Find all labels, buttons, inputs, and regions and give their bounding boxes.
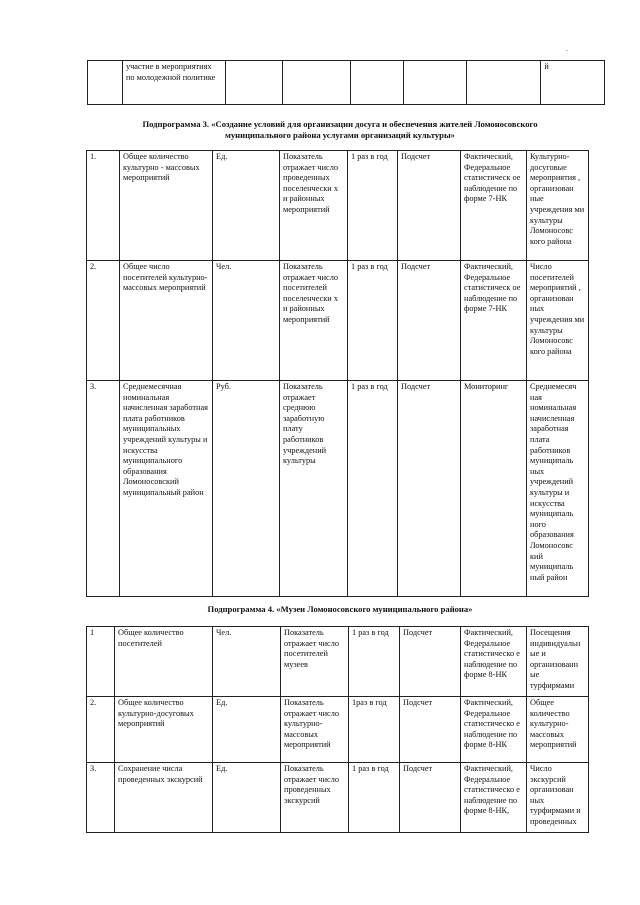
- subprogram-4-heading: Подпрограмма 4. «Музеи Ломоносовского муниципального района»: [207, 604, 473, 614]
- cell-period: 1 раз в год: [348, 151, 398, 261]
- cell-method: Подсчет: [400, 697, 461, 763]
- cell-indicator: Общее количество посетителей: [115, 627, 213, 697]
- cell-type: [467, 61, 541, 105]
- cell-period: 1 раз в год: [348, 261, 398, 381]
- cell-method: Подсчет: [400, 763, 461, 833]
- table-row: [87, 261, 589, 381]
- cell-basis: Число посетителей мероприятий , организован ных учреждения ми культуры Ломоносовс кого района: [527, 261, 589, 381]
- cell-indicator: Общее количество культурно - массовых мероприятий: [120, 151, 213, 261]
- cell-num: 2.: [87, 697, 115, 763]
- cell-num: [88, 61, 123, 105]
- cell-indicator: участие в мероприятиях по молодежной политике: [122, 61, 225, 105]
- cell-method: Подсчет: [400, 627, 461, 697]
- cell-unit: Чел.: [213, 627, 281, 697]
- cell-definition: Показатель отражает среднюю заработную плату работников учреждений культуры: [280, 381, 348, 597]
- cell-indicator: Сохранение числа проведенных экскурсий: [115, 763, 213, 833]
- subprogram-3-table: [86, 150, 589, 597]
- subprogram-3-heading-line2: муниципального района услугами организаций культуры»: [225, 130, 455, 140]
- table-row: [87, 763, 589, 833]
- cell-type: Фактический, Федеральное статистическо е наблюдение по форме 8-НК,: [461, 763, 527, 833]
- top-table-fragment: [87, 60, 605, 105]
- cell-indicator: Общее количество культурно-досуговых мероприятий: [115, 697, 213, 763]
- subprogram-3-heading: [90, 119, 590, 141]
- cell-period: [350, 61, 403, 105]
- cell-definition: Показатель отражает число посетителей музеев: [281, 627, 349, 697]
- cell-basis: Среднемесяч ная номинальная начисленная заработная плата работников муниципаль ных учреждений культуры и искусства муниципаль ного образования Ломоносовс кий муниципаль ный район: [527, 381, 589, 597]
- cell-unit: Ед.: [213, 763, 281, 833]
- cell-definition: Показатель отражает число проведенных экскурсий: [281, 763, 349, 833]
- cell-unit: Чел.: [213, 261, 280, 381]
- cell-type: Фактический, Федеральное статистическо е наблюдение по форме 8-НК: [461, 627, 527, 697]
- table-row: [87, 381, 589, 597]
- cell-definition: Показатель отражает число проведенных поселенчески х и районных мероприятий: [280, 151, 348, 261]
- cell-period: 1раз в год: [349, 697, 400, 763]
- cell-method: [403, 61, 467, 105]
- cell-type: Мониторинг: [461, 381, 527, 597]
- cell-method: Подсчет: [398, 261, 461, 381]
- page-mark: .: [566, 44, 568, 53]
- table-row: [87, 697, 589, 763]
- cell-period: 1 раз в год: [348, 381, 398, 597]
- cell-type: Фактический, Федеральное статистическо е наблюдение по форме 8-НК: [461, 697, 527, 763]
- cell-basis: й: [541, 61, 605, 105]
- cell-indicator: Общее число посетителей культурно-массовых мероприятий: [120, 261, 213, 381]
- cell-method: Подсчет: [398, 381, 461, 597]
- cell-definition: Показатель отражает число посетителей поселенчески х и районных мероприятий: [280, 261, 348, 381]
- table-row: [87, 151, 589, 261]
- table-row: [87, 627, 589, 697]
- subprogram-4-table: [86, 626, 589, 833]
- cell-num: 3.: [87, 381, 120, 597]
- cell-num: 3.: [87, 763, 115, 833]
- table-row: [88, 61, 605, 105]
- cell-num: 2.: [87, 261, 120, 381]
- cell-method: Подсчет: [398, 151, 461, 261]
- cell-basis: Общее количество культурно-массовых мероприятий: [527, 697, 589, 763]
- cell-definition: Показатель отражает число культурно-массовых мероприятий: [281, 697, 349, 763]
- cell-indicator: Среднемесячная номинальная начисленная заработная плата работников муниципальных учреждений культуры и искусства муниципального образования Ломоносовский муниципальный район: [120, 381, 213, 597]
- cell-basis: Культурно-досуговые мероприятия , организован ные учреждения ми культуры Ломоносовс кого района: [527, 151, 589, 261]
- cell-period: 1 раз в год: [349, 627, 400, 697]
- cell-unit: Ед.: [213, 151, 280, 261]
- cell-period: 1 раз в год: [349, 763, 400, 833]
- cell-basis: Посещения индивидуальн ые и организованн ые турфирмами: [527, 627, 589, 697]
- cell-type: Фактический, Федеральное статистическ ое наблюдение по форме 7-НК: [461, 261, 527, 381]
- cell-unit: Руб.: [213, 381, 280, 597]
- cell-unit: Ед.: [213, 697, 281, 763]
- subprogram-3-heading-line1: Подпрограмма 3. «Создание условий для организации досуга и обеспечения жителей Ломоносовского: [142, 119, 538, 129]
- cell-num: 1.: [87, 151, 120, 261]
- cell-num: 1: [87, 627, 115, 697]
- cell-unit: [225, 61, 282, 105]
- cell-definition: [282, 61, 350, 105]
- cell-type: Фактический, Федеральное статистическ ое наблюдение по форме 7-НК: [461, 151, 527, 261]
- cell-basis: Число экскурсий организован ных турфирмами и проведенных: [527, 763, 589, 833]
